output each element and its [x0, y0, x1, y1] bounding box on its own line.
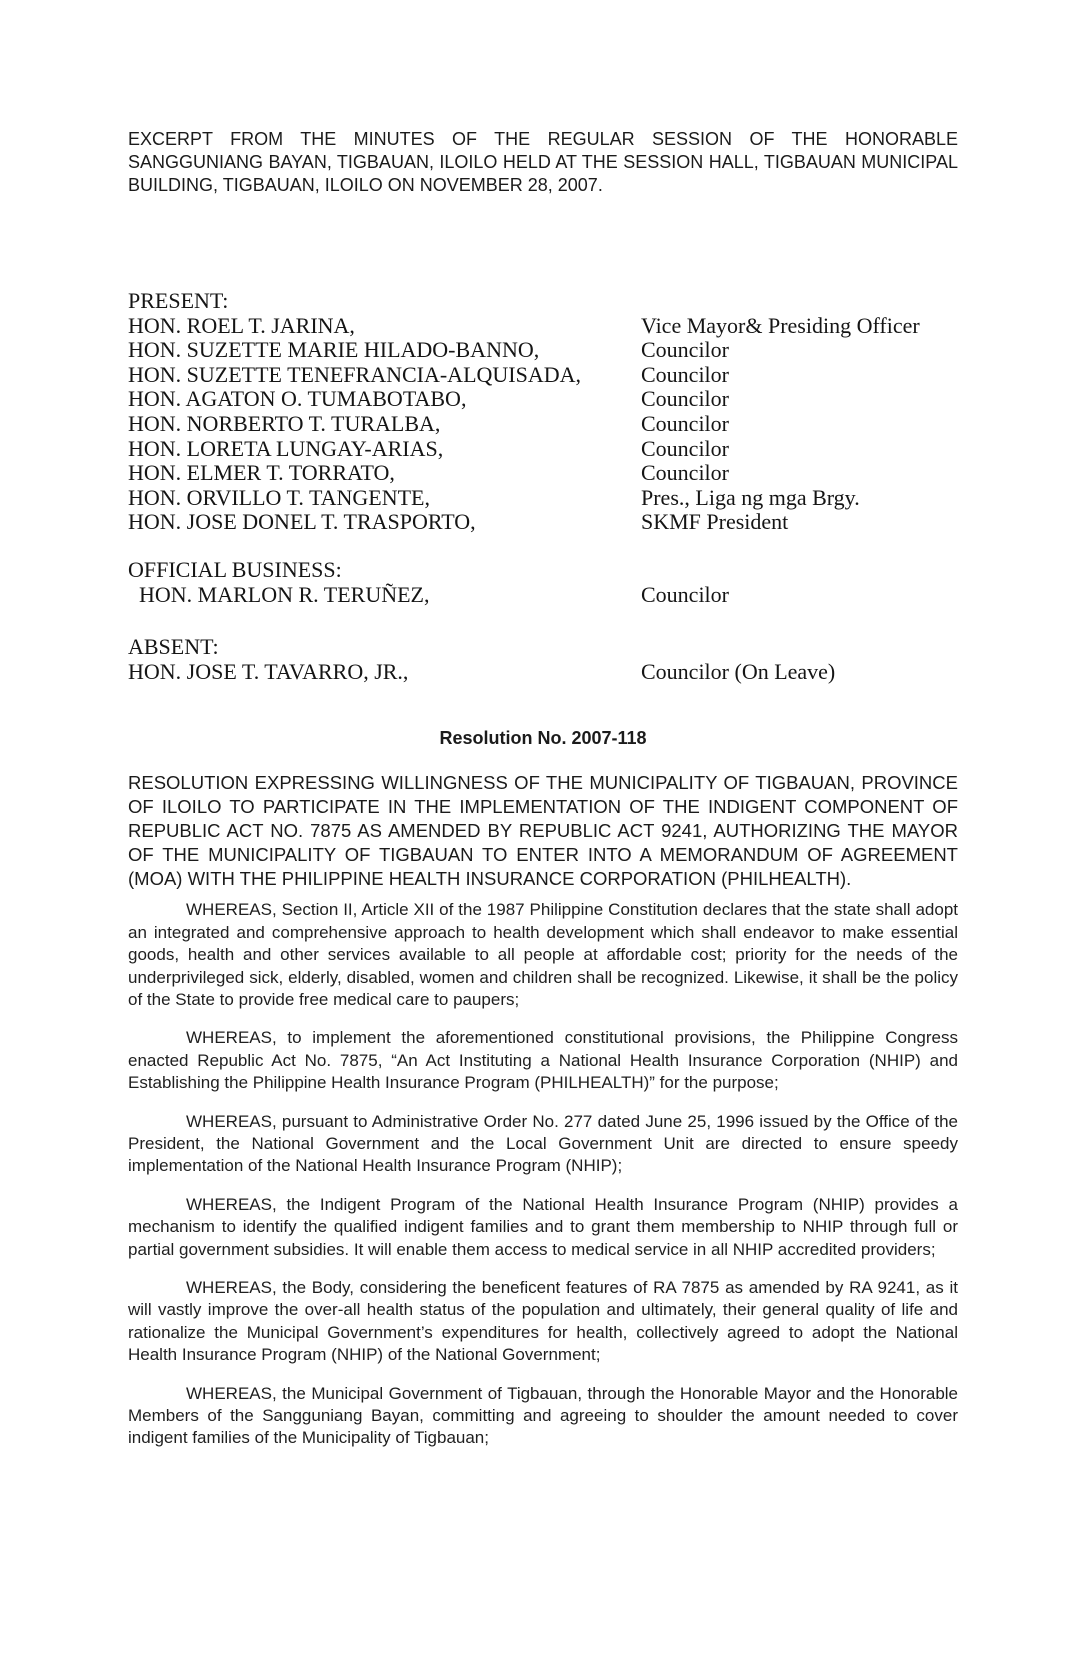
attendee-name: HON. JOSE T. TAVARRO, JR.,	[128, 658, 409, 684]
document-header: EXCERPT FROM THE MINUTES OF THE REGULAR SESSION OF THE HONORABLE SANGGUNIANG BAYAN, TIGBAUAN, ILOILO HELD AT THE SESSION HALL, TIGBAUAN MUNICIPAL BUILDING, TIGBAUAN, ILOILO ON NOVEMBER 28, 2007.	[128, 129, 958, 195]
attendee-role: SKMF President	[641, 509, 789, 535]
attendee-name: HON. ROEL T. JARINA,	[128, 312, 355, 338]
attendee-role: Councilor	[641, 337, 729, 363]
attendee-row	[128, 437, 958, 462]
attendee-name: HON. SUZETTE TENEFRANCIA-ALQUISADA,	[128, 361, 582, 387]
attendee-row	[128, 461, 958, 486]
absent-label: ABSENT:	[128, 634, 219, 660]
attendee-name: HON. NORBERTO T. TURALBA,	[128, 410, 441, 436]
attendee-role: Pres., Liga ng mga Brgy.	[641, 484, 860, 510]
attendee-row	[128, 510, 958, 535]
present-section	[128, 289, 958, 535]
attendee-row	[128, 363, 958, 388]
whereas-clause: WHEREAS, pursuant to Administrative Order No. 277 dated June 25, 1996 issued by the Office of the President, the National Government and the Local Government Unit are directed to ensure speedy implementation of the National Health Insurance Program (NHIP);	[128, 1111, 958, 1176]
attendee-name: HON. ORVILLO T. TANGENTE,	[128, 484, 430, 510]
attendee-role: Councilor (On Leave)	[641, 658, 836, 684]
whereas-clause: WHEREAS, the Municipal Government of Tigbauan, through the Honorable Mayor and the Honorable Members of the Sangguniang Bayan, committing and agreeing to shoulder the amount needed to cover indigent families of the Municipality of Tigbauan;	[128, 1383, 958, 1448]
resolution-number: Resolution No. 2007-118	[439, 728, 647, 749]
whereas-clause: WHEREAS, Section II, Article XII of the 1987 Philippine Constitution declares that the state shall adopt an integrated and comprehensive approach to health development which shall endeavor to make essential goods, health and other services available to all people at affordable cost; priority for the needs of the underprivileged sick, elderly, disabled, women and children shall be recognized. Likewise, it shall be the policy of the State to provide free medical care to paupers;	[128, 900, 958, 1009]
attendance-section	[128, 289, 958, 684]
attendee-row	[128, 387, 958, 412]
whereas-clause: WHEREAS, to implement the aforementioned constitutional provisions, the Philippine Congress enacted Republic Act No. 7875, “An Act Instituting a National Health Insurance Corporation (NHIP) and Establishing the Philippine Health Insurance Program (PHILHEALTH)” for the purpose;	[128, 1028, 958, 1093]
attendee-name: HON. AGATON O. TUMABOTABO,	[128, 386, 467, 412]
attendee-name: HON. SUZETTE MARIE HILADO-BANNO,	[128, 337, 540, 363]
attendee-name: HON. JOSE DONEL T. TRASPORTO,	[128, 509, 476, 535]
whereas-clause: WHEREAS, the Body, considering the beneficent features of RA 7875 as amended by RA 9241, as it will vastly improve the over-all health status of the population and ultimately, their general quality of life and rationalize the Municipal Government’s expenditures for health, collectively agreed to adopt the National Health Insurance Program (NHIP) of the National Government;	[128, 1278, 958, 1365]
whereas-section	[128, 899, 958, 1450]
attendee-row	[128, 338, 958, 363]
official-business-section	[128, 558, 958, 607]
attendee-role: Councilor	[641, 435, 729, 461]
whereas-clause: WHEREAS, the Indigent Program of the National Health Insurance Program (NHIP) provides a mechanism to identify the qualified indigent families and to grant them membership to NHIP through full or partial government subsidies. It will enable them access to medical service in all NHIP accredited providers;	[128, 1194, 958, 1259]
attendee-name: HON. MARLON R. TERUÑEZ,	[139, 581, 430, 607]
attendee-name: HON. ELMER T. TORRATO,	[128, 460, 395, 486]
absent-section	[128, 635, 958, 684]
official-business-label: OFFICIAL BUSINESS:	[128, 556, 342, 582]
attendee-row	[128, 660, 958, 685]
attendee-role: Councilor	[641, 581, 729, 607]
attendee-row	[128, 412, 958, 437]
attendee-role: Councilor	[641, 361, 729, 387]
attendee-row	[128, 583, 958, 608]
attendee-role: Vice Mayor& Presiding Officer	[641, 312, 920, 338]
attendee-name: HON. LORETA LUNGAY-ARIAS,	[128, 435, 444, 461]
attendee-role: Councilor	[641, 410, 729, 436]
resolution-title: RESOLUTION EXPRESSING WILLINGNESS OF THE MUNICIPALITY OF TIGBAUAN, PROVINCE OF ILOILO TO PARTICIPATE IN THE IMPLEMENTATION OF THE INDIGENT COMPONENT OF REPUBLIC ACT NO. 7875 AS AMENDED BY REPUBLIC ACT 9241, AUTHORIZING THE MAYOR OF THE MUNICIPALITY OF TIGBAUAN TO ENTER INTO A MEMORANDUM OF AGREEMENT (MOA) WITH THE PHILIPPINE HEALTH INSURANCE CORPORATION (PHILHEALTH).	[128, 772, 958, 890]
attendee-row	[128, 314, 958, 339]
attendee-role: Councilor	[641, 386, 729, 412]
present-label: PRESENT:	[128, 288, 229, 313]
attendee-role: Councilor	[641, 460, 729, 486]
attendee-row	[128, 486, 958, 511]
